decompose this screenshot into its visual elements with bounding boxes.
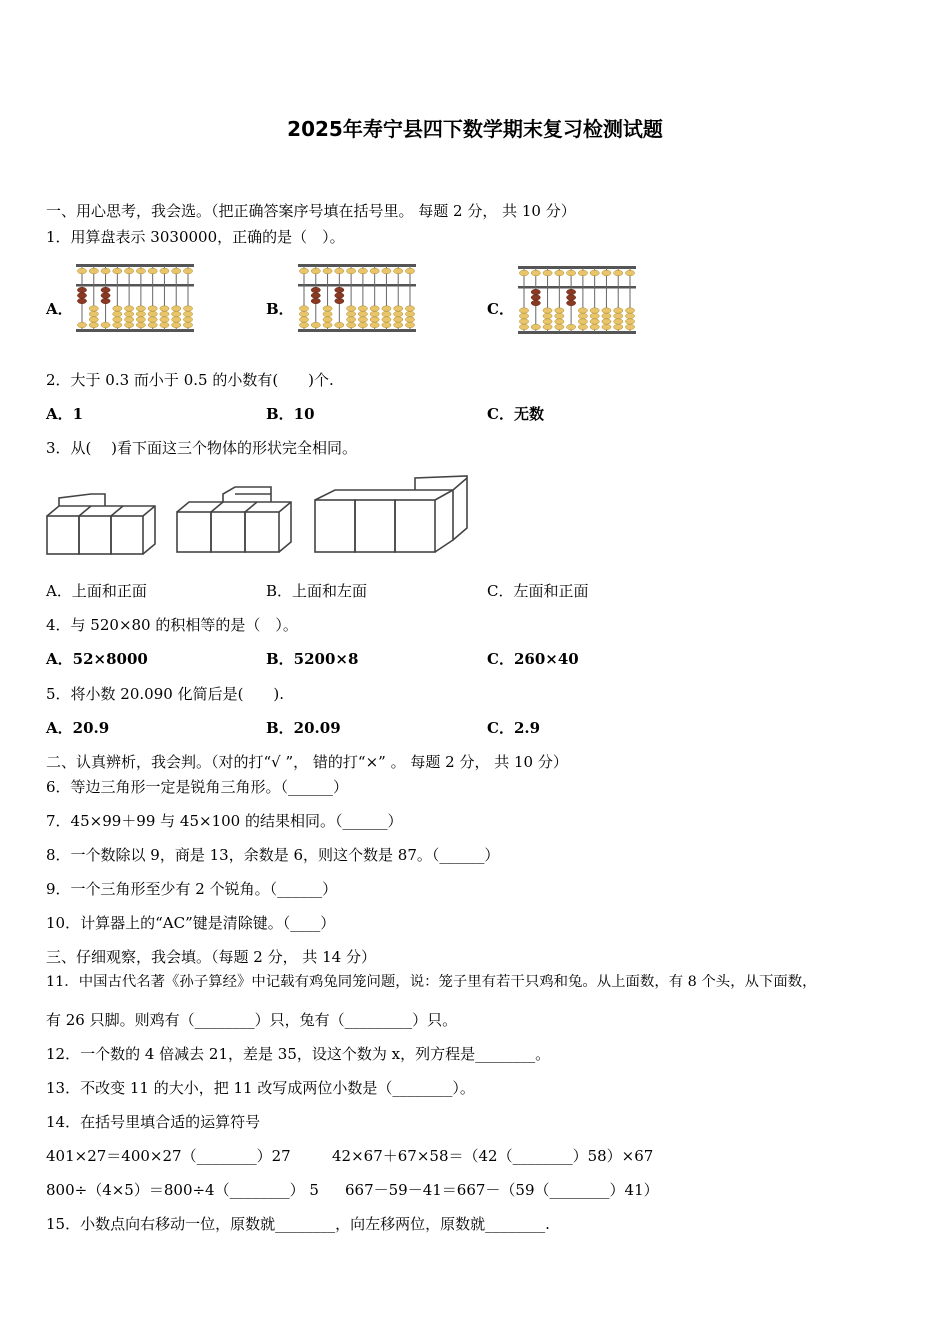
- q9-text: 9．一个三角形至少有 2 个锐角。（______）: [46, 880, 338, 898]
- q5-stem: 5．将小数 20.090 化简后是( ).: [46, 685, 285, 703]
- q14-row1-right: 42×67＋67×58＝（42（________）58）×67: [332, 1147, 654, 1165]
- q2-option-a[interactable]: A．1: [46, 405, 84, 423]
- q14-text: 14．在括号里填合适的运算符号: [46, 1113, 261, 1131]
- q4-option-b[interactable]: B．5200×8: [266, 650, 359, 668]
- q1-option-a[interactable]: A．: [46, 300, 73, 318]
- q1-option-c[interactable]: C．: [487, 300, 514, 318]
- cube-object-3: [312, 474, 472, 558]
- q7-text: 7．45×99＋99 与 45×100 的结果相同。（______）: [46, 812, 403, 830]
- section1-heading: 一、用心思考，我会选。（把正确答案序号填在括号里。 每题 2 分， 共 10 分）: [46, 202, 576, 220]
- page-title: 2025年寿宁县四下数学期末复习检测试题: [287, 117, 663, 141]
- q3-stem: 3．从( )看下面这三个物体的形状完全相同。: [46, 439, 358, 457]
- q14-row1-left: 401×27＝400×27（________）27: [46, 1147, 291, 1165]
- q6-text: 6．等边三角形一定是锐角三角形。（______）: [46, 778, 349, 796]
- q11-text-line2: 有 26 只脚。则鸡有（________）只，兔有（_________）只。: [46, 1011, 458, 1029]
- q5-option-a[interactable]: A．20.9: [46, 719, 110, 737]
- abacus-b-figure: [298, 262, 418, 334]
- q13-text: 13．不改变 11 的大小，把 11 改写成两位小数是（________）。: [46, 1079, 475, 1097]
- section3-heading: 三、仔细观察，我会填。（每题 2 分， 共 14 分）: [46, 948, 376, 966]
- cube-object-2: [174, 484, 298, 558]
- q2-stem: 2．大于 0.3 而小于 0.5 的小数有( )个.: [46, 371, 334, 389]
- q5-option-b[interactable]: B．20.09: [266, 719, 341, 737]
- q1-option-b[interactable]: B．: [266, 300, 294, 318]
- q11-text-line1: 11．中国古代名著《孙子算经》中记载有鸡兔同笼问题，说：笼子里有若干只鸡和兔。从上面数，有 8 个头，从下面数，: [46, 974, 817, 990]
- q12-text: 12．一个数的 4 倍减去 21，差是 35，设这个数为 x，列方程是________。: [46, 1045, 551, 1063]
- q14-row2-right: 667－59－41＝667－（59（________）41）: [345, 1181, 659, 1199]
- q8-text: 8．一个数除以 9，商是 13，余数是 6，则这个数是 87。（______）: [46, 846, 500, 864]
- q5-option-c[interactable]: C．2.9: [487, 719, 541, 737]
- abacus-a-figure: [76, 262, 196, 334]
- section2-heading: 二、认真辨析，我会判。（对的打“√ ”， 错的打“×” 。 每题 2 分， 共 10 分）: [46, 753, 568, 771]
- q3-option-c[interactable]: C．左面和正面: [487, 582, 589, 600]
- q3-option-b[interactable]: B．上面和左面: [266, 582, 368, 600]
- q1-stem: 1．用算盘表示 3030000，正确的是（ ）。: [46, 228, 345, 246]
- abacus-c-figure: [518, 264, 638, 336]
- q3-option-a[interactable]: A．上面和正面: [46, 582, 147, 600]
- q14-row2-left: 800÷（4×5）＝800÷4（________） 5: [46, 1181, 319, 1199]
- q4-option-c[interactable]: C．260×40: [487, 650, 579, 668]
- q2-option-b[interactable]: B．10: [266, 405, 315, 423]
- q10-text: 10．计算器上的“AC”键是清除键。（____）: [46, 914, 336, 932]
- q15-text: 15．小数点向右移动一位，原数就________，向左移两位，原数就________.: [46, 1215, 550, 1233]
- q4-option-a[interactable]: A．52×8000: [46, 650, 148, 668]
- q4-stem: 4．与 520×80 的积相等的是（ ）。: [46, 616, 298, 634]
- cube-object-1: [44, 490, 160, 558]
- q2-option-c[interactable]: C．无数: [487, 405, 544, 423]
